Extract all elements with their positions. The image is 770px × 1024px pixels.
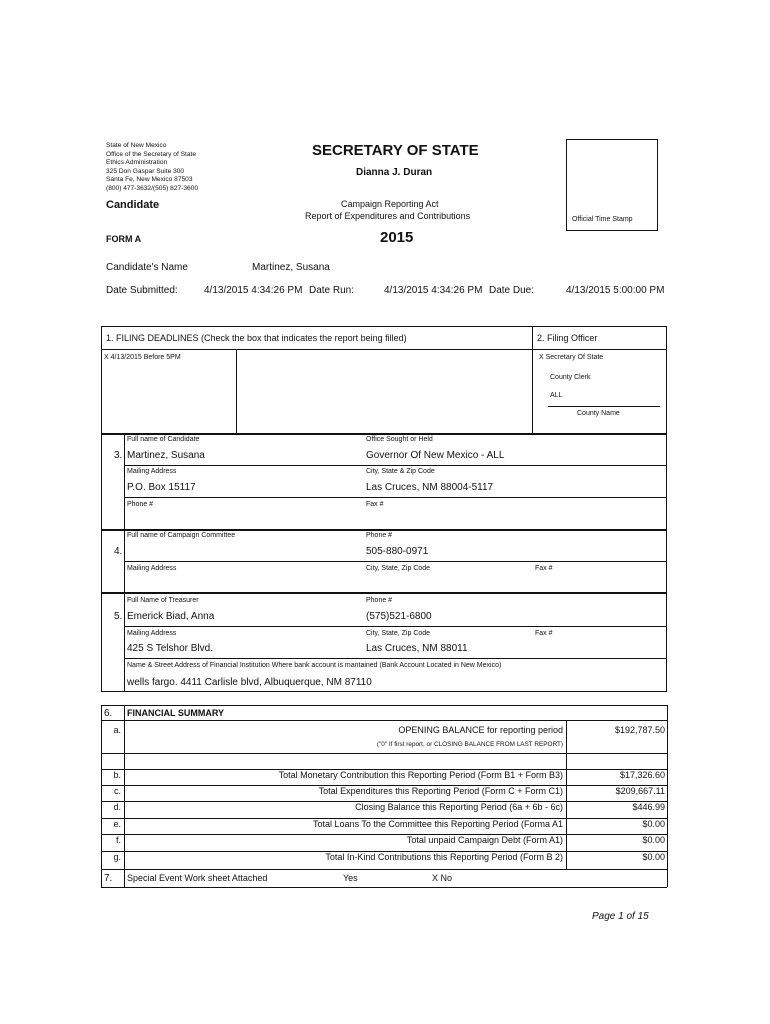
agency-line: (800) 477-3632/(505) 827-3600 bbox=[106, 184, 199, 192]
row-letter: f. bbox=[115, 835, 121, 845]
page-number: Page 1 of 15 bbox=[592, 911, 649, 922]
divider bbox=[124, 658, 667, 659]
summary-row-label: Total In-Kind Contributions this Reporting Period (Form B 2) bbox=[325, 852, 563, 862]
summary-row-value: $0.00 bbox=[642, 852, 665, 862]
phone-label: Phone # bbox=[127, 501, 154, 508]
committee-city-label: City, State, Zip Code bbox=[366, 565, 431, 572]
divider bbox=[124, 626, 667, 627]
treasurer-name-field: Emerick Biad, Anna bbox=[127, 611, 215, 622]
opening-balance-value: $192,787.50 bbox=[614, 725, 665, 735]
opening-balance-label: OPENING BALANCE for reporting period bbox=[398, 725, 563, 735]
divider bbox=[124, 465, 667, 466]
filing-deadlines-heading: 1. FILING DEADLINES (Check the box that indicates the report being filled) bbox=[106, 333, 407, 343]
divider bbox=[124, 497, 667, 498]
committee-mailing-label: Mailing Address bbox=[127, 565, 177, 572]
treasurer-mailing-label: Mailing Address bbox=[127, 630, 177, 637]
agency-line: 325 Don Gaspar Suite 300 bbox=[106, 167, 185, 175]
financial-summary-heading: FINANCIAL SUMMARY bbox=[127, 708, 224, 718]
official-time-stamp-box bbox=[566, 139, 658, 231]
summary-row-label: Total Monetary Contribution this Reporting Period (Form B1 + Form B3) bbox=[278, 770, 563, 780]
date-submitted-value: 4/13/2015 4:34:26 PM bbox=[204, 285, 303, 296]
divider bbox=[566, 720, 567, 869]
summary-row-label: Total Expenditures this Reporting Period (Form C + Form C1) bbox=[318, 786, 563, 796]
section-number: 7. bbox=[104, 873, 113, 884]
date-run-value: 4/13/2015 4:34:26 PM bbox=[384, 285, 483, 296]
form-label: FORM A bbox=[106, 234, 142, 244]
committee-name-label: Full name of Campaign Committee bbox=[127, 532, 236, 539]
treasurer-phone-field: (575)521-6800 bbox=[366, 611, 432, 622]
special-event-no: X No bbox=[432, 873, 453, 883]
county-name-label: County Name bbox=[577, 410, 620, 417]
page-title: SECRETARY OF STATE bbox=[312, 142, 479, 159]
section-number: 5. bbox=[114, 611, 123, 622]
candidate-name-field: Martinez, Susana bbox=[127, 450, 205, 461]
committee-fax-label: Fax # bbox=[535, 565, 553, 572]
county-name-line bbox=[548, 406, 660, 407]
office-field-label: Office Sought or Held bbox=[366, 436, 433, 443]
special-event-yes: Yes bbox=[343, 873, 358, 883]
city-state-zip-label: City, State & Zip Code bbox=[366, 468, 435, 475]
report-year: 2015 bbox=[380, 229, 414, 246]
special-event-label: Special Event Work sheet Attached bbox=[127, 873, 268, 883]
summary-row-label: Closing Balance this Reporting Period (6a + 6b - 6c) bbox=[355, 802, 563, 812]
bank-field: wells fargo. 4411 Carlisle blvd, Albuquerque, NM 87110 bbox=[127, 677, 372, 688]
fax-label: Fax # bbox=[366, 501, 384, 508]
date-submitted-label: Date Submitted: bbox=[106, 285, 178, 296]
date-run-label: Date Run: bbox=[309, 285, 355, 296]
divider bbox=[667, 705, 668, 887]
filing-officer-county-clerk: County Clerk bbox=[550, 374, 591, 381]
treasurer-fax-label: Fax # bbox=[535, 630, 553, 637]
candidate-name-field-label: Full name of Candidate bbox=[127, 436, 200, 443]
divider bbox=[124, 705, 125, 887]
agency-address bbox=[106, 142, 198, 193]
candidate-label: Candidate bbox=[106, 199, 160, 211]
candidate-name-label: Candidate's Name bbox=[106, 262, 188, 273]
filing-deadline-checked: X 4/13/2015 Before 5PM bbox=[104, 354, 181, 361]
summary-row-label: Total unpaid Campaign Debt (Form A1) bbox=[406, 835, 563, 845]
treasurer-phone-label: Phone # bbox=[366, 597, 393, 604]
summary-row-value: $0.00 bbox=[642, 819, 665, 829]
treasurer-city-field: Las Cruces, NM 88011 bbox=[366, 643, 468, 654]
filing-officer-sos: X Secretary Of State bbox=[539, 354, 604, 361]
opening-balance-note: ("0" If first report, or CLOSING BALANCE FROM LAST REPORT) bbox=[376, 741, 563, 748]
official-name: Dianna J. Duran bbox=[356, 167, 433, 178]
divider bbox=[101, 705, 667, 706]
agency-line: Office of the Secretary of State bbox=[106, 150, 197, 158]
date-due-value: 4/13/2015 5:00:00 PM bbox=[566, 285, 665, 296]
divider bbox=[236, 349, 237, 434]
summary-row-value: $17,326.60 bbox=[619, 770, 665, 780]
divider bbox=[532, 326, 533, 434]
act-title: Campaign Reporting Act bbox=[341, 199, 439, 209]
row-letter: d. bbox=[113, 802, 121, 812]
treasurer-city-label: City, State, Zip Code bbox=[366, 630, 431, 637]
office-field: Governor Of New Mexico - ALL bbox=[366, 450, 505, 461]
summary-row-label: Total Loans To the Committee this Reporting Period (Forma A1 bbox=[313, 819, 563, 829]
agency-line: State of New Mexico bbox=[106, 142, 167, 149]
divider bbox=[101, 753, 667, 754]
row-letter: e. bbox=[113, 819, 121, 829]
treasurer-name-label: Full Name of Treasurer bbox=[127, 597, 199, 604]
stamp-label: Official Time Stamp bbox=[572, 216, 633, 223]
filing-officer-all: ALL bbox=[550, 392, 563, 399]
summary-row-value: $209,667.11 bbox=[615, 786, 665, 796]
mailing-address-field: P.O. Box 15117 bbox=[127, 482, 196, 493]
date-due-label: Date Due: bbox=[489, 285, 535, 296]
divider bbox=[101, 349, 667, 350]
section-number: 3. bbox=[114, 450, 123, 461]
row-letter: b. bbox=[113, 770, 121, 780]
divider bbox=[124, 561, 667, 562]
summary-row-value: $0.00 bbox=[642, 835, 665, 845]
bank-label: Name & Street Address of Financial Institution Where bank account is mantained (Bank Account Located in New Mexico) bbox=[127, 662, 502, 669]
agency-line: Santa Fe, New Mexico 87503 bbox=[106, 176, 193, 183]
divider bbox=[101, 887, 667, 888]
agency-line: Ethics Administration bbox=[106, 159, 168, 166]
section-number: 6. bbox=[104, 708, 113, 719]
summary-row-value: $446.99 bbox=[632, 802, 665, 812]
divider bbox=[101, 720, 667, 721]
treasurer-mailing-field: 425 S Telshor Blvd. bbox=[127, 643, 213, 654]
committee-phone-label: Phone # bbox=[366, 532, 393, 539]
divider bbox=[124, 434, 125, 530]
row-letter: c. bbox=[113, 786, 121, 796]
committee-phone-field: 505-880-0971 bbox=[366, 546, 429, 557]
divider bbox=[101, 869, 667, 870]
divider bbox=[124, 593, 125, 692]
row-letter: g. bbox=[113, 852, 121, 862]
candidate-name-value: Martinez, Susana bbox=[252, 262, 330, 273]
city-state-zip-field: Las Cruces, NM 88004-5117 bbox=[366, 482, 494, 493]
row-letter: a. bbox=[113, 725, 121, 735]
section-number: 4. bbox=[114, 546, 123, 557]
report-title: Report of Expenditures and Contributions bbox=[305, 211, 471, 221]
mailing-address-label: Mailing Address bbox=[127, 468, 177, 475]
filing-officer-heading: 2. Filing Officer bbox=[537, 333, 598, 343]
